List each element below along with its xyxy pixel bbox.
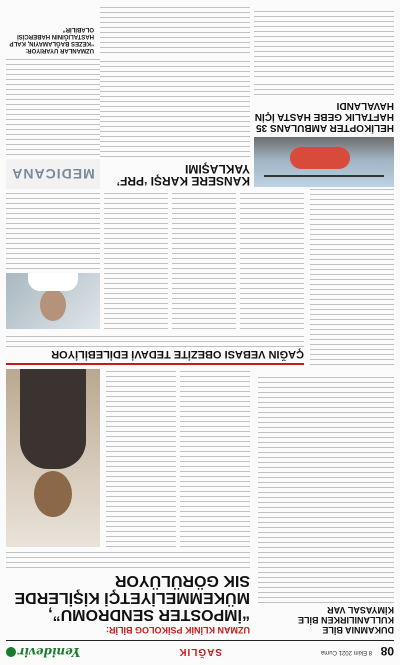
obesity-article-column-4 (6, 189, 100, 269)
photo-head (34, 471, 72, 517)
psychologist-photo (6, 369, 100, 547)
cancer-article-headline: KANSERE KARŞI ‘PRF’ YAKLAŞIMI (117, 162, 250, 188)
short-article-headline: UZMANLAR UYARIYOR: “KEZES BAĞLAMAYIN, KALP HASTALIĞININ HABERCİSİ OLABİLİR” (9, 26, 94, 53)
photo-face (40, 289, 66, 321)
main-article-column-1 (180, 369, 250, 547)
logo-text: Yenidevir (18, 645, 81, 659)
page-number: 08 (380, 644, 394, 658)
obesity-article-column-2 (172, 189, 236, 329)
helicopter-photo (254, 137, 394, 187)
side-story-headline: DUKAMNIA BİLE KULLANILIRKEN BİLE KİMYASAL VAR (298, 605, 394, 635)
helicopter-article-text (254, 7, 394, 77)
section-name: SAĞLIK (178, 646, 222, 657)
issue-date: 8 Ekim 2021 Cuma (320, 649, 372, 655)
medicana-logo: MEDICANA (11, 166, 95, 182)
photo-helicopter-cabin (290, 147, 350, 169)
side-story-text (258, 373, 394, 603)
masthead (6, 640, 394, 659)
main-article-kicker: UZMAN KLİNİK PSİKOLOG BİLİR: (106, 625, 250, 635)
obesity-article-headline: ÇAĞIN VEBASI OBEZİTE TEDAVİ EDİLEBİLİYOR (6, 348, 304, 365)
cancer-article-column-2 (6, 57, 100, 155)
helicopter-article-headline: HELİKOPTER AMBULANS 35 HAFTALIK GEBE HASTA İÇİN HAVALANDI (254, 100, 394, 133)
main-article-column-2 (106, 369, 176, 547)
main-article-summary (6, 550, 250, 568)
medicana-banner (6, 159, 100, 189)
main-article-headline: “İMPOSTER SENDROMU”, MÜKEMMELİYETÇİ KİŞİLERDE SIK GÖRÜLÜYOR (14, 572, 250, 623)
obesity-article-summary (6, 333, 304, 347)
photo-rotor (264, 175, 384, 177)
left-column-text (310, 189, 394, 365)
obesity-article-column-3 (104, 189, 168, 329)
photo-coat (28, 273, 78, 291)
short-article-text (100, 7, 250, 53)
cancer-article-text (100, 57, 250, 157)
doctor-photo (6, 273, 100, 329)
photo-body (20, 369, 86, 469)
obesity-article-column-1 (240, 189, 304, 329)
newspaper-logo (6, 645, 80, 659)
helicopter-article-summary (254, 81, 394, 95)
logo-icon (6, 647, 16, 657)
